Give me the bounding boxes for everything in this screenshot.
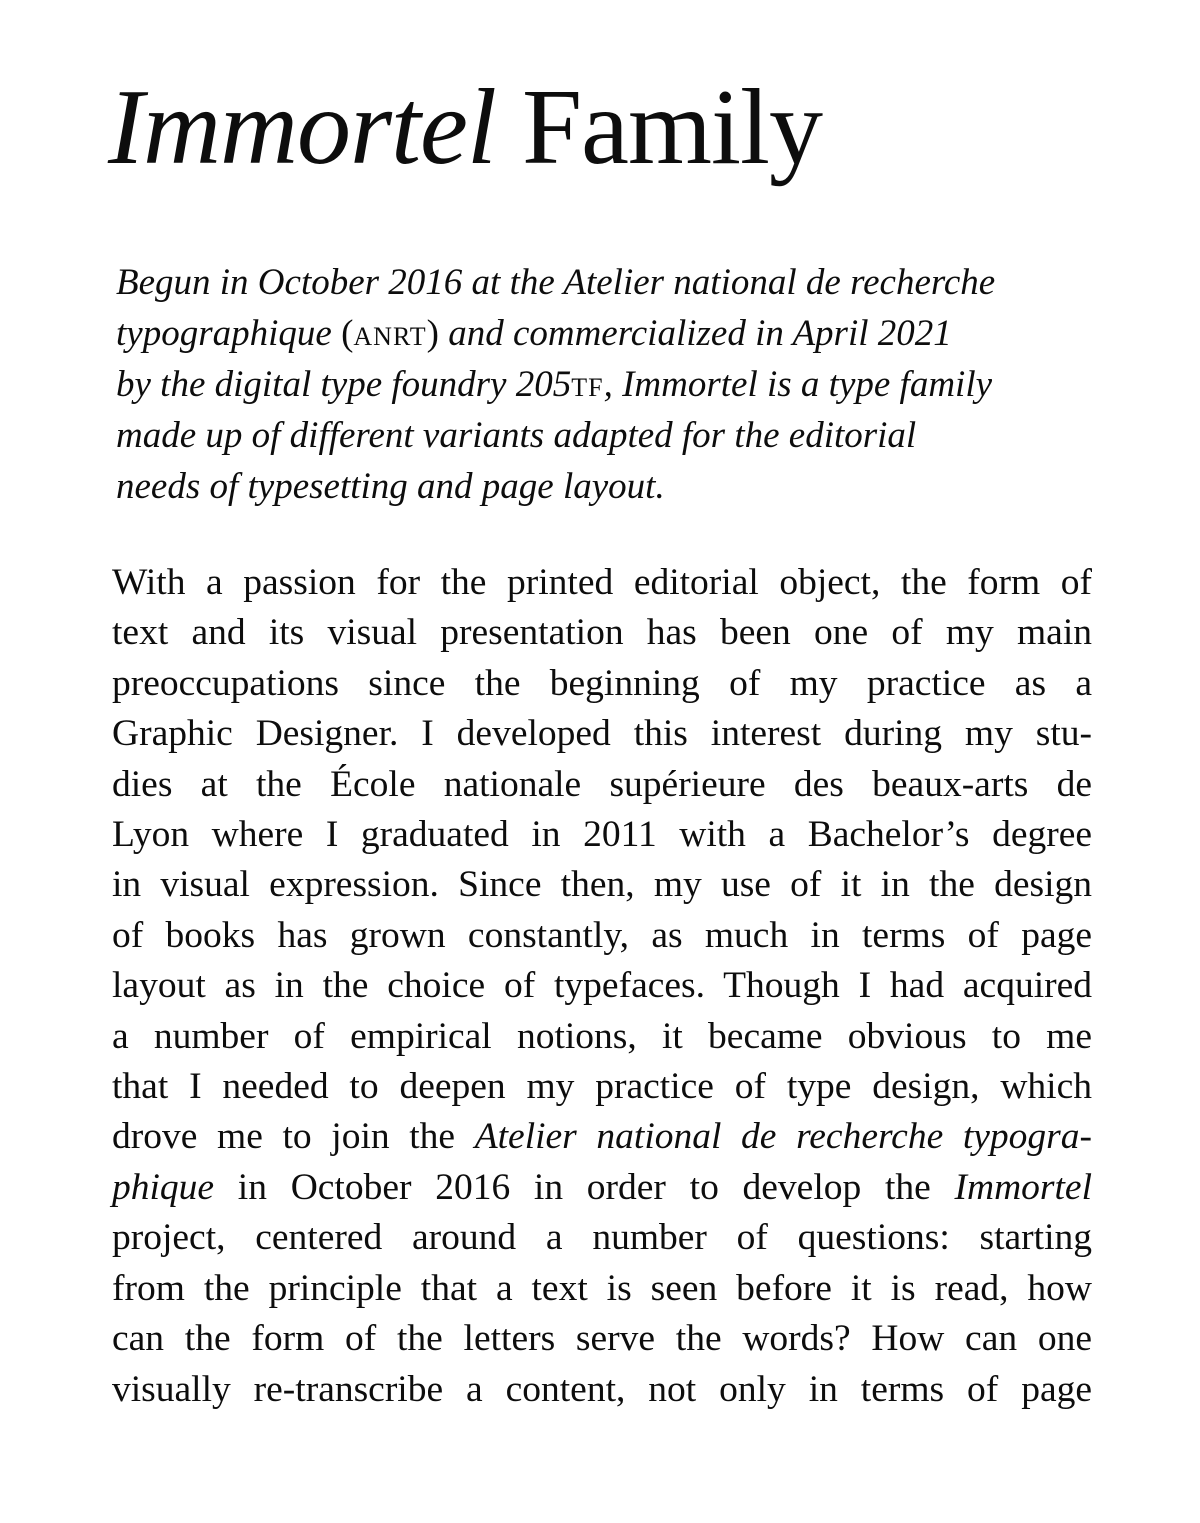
body-text: from the principle that a text is seen before it is read, how (112, 1267, 1092, 1309)
body-line (112, 1012, 1092, 1062)
body-line (112, 1314, 1092, 1364)
intro-line (116, 359, 1106, 410)
intro-line (116, 308, 1106, 359)
body-line (112, 1365, 1092, 1415)
body-text: visually re-transcribe a content, not only in terms of page (112, 1368, 1092, 1410)
body-line (112, 608, 1092, 658)
intro-paragraph (116, 257, 1106, 512)
intro-text: is a type family (757, 364, 993, 405)
intro-acronym: anrt (353, 313, 427, 354)
body-line (112, 1062, 1092, 1112)
body-italic-text: Immortel (954, 1166, 1092, 1208)
body-text: Lyon where I graduated in 2011 with a Bachelor’s degree (112, 814, 1092, 856)
body-text: preoccupations since the beginning of my practice as a (112, 662, 1092, 704)
body-text: With a passion for the printed editorial object, the form of (112, 562, 1092, 603)
body-line (112, 1213, 1092, 1263)
title-italic-word: Immortel (108, 68, 496, 187)
intro-text: needs of typesetting and page layout. (116, 466, 665, 507)
body-text: that I needed to deepen my practice of type design, which (112, 1066, 1092, 1108)
body-text: layout as in the choice of typefaces. Though I had acquired (112, 965, 1092, 1007)
intro-text: and commercialized in April 2021 (438, 313, 952, 354)
body-text: in visual expression. Since then, my use of it in the design (112, 864, 1092, 906)
body-text: dies at the École nationale supérieure des beaux-arts de (112, 763, 1092, 805)
body-text: Graphic Designer. I developed this interest during my stu- (112, 713, 1092, 755)
body-text: drove me to join the (112, 1116, 475, 1158)
title-roman-word: Family (521, 68, 822, 187)
intro-text: ) (426, 313, 439, 354)
body-line (112, 860, 1092, 910)
body-text: text and its visual presentation has been one of my main (112, 612, 1092, 654)
intro-line (116, 257, 1106, 308)
body-text: a number of empirical notions, it became obvious to me (112, 1015, 1092, 1057)
body-paragraph (112, 558, 1092, 1415)
body-text: of books has grown constantly, as much in terms of page (112, 914, 1092, 956)
intro-text: Atelier national de recherche (563, 262, 996, 303)
intro-acronym: tf (571, 364, 604, 405)
page-title (108, 58, 822, 198)
intro-line (116, 461, 1106, 512)
body-text: project, centered around a number of questions: starting (112, 1217, 1092, 1259)
body-line (112, 810, 1092, 860)
body-line (112, 911, 1092, 961)
body-line (112, 1112, 1092, 1162)
body-line (112, 558, 1092, 608)
body-text: can the form of the letters serve the words? How can one (112, 1318, 1092, 1360)
intro-text: Begun in October 2016 at the (116, 262, 564, 303)
body-line (112, 760, 1092, 810)
intro-text: made up of different variants adapted for the editorial (116, 415, 917, 456)
body-line (112, 961, 1092, 1011)
body-line (112, 659, 1092, 709)
intro-text: by the digital type foundry 205 (116, 364, 572, 405)
body-line (112, 709, 1092, 759)
intro-line (116, 410, 1106, 461)
intro-text: , (603, 364, 623, 405)
body-italic-text: Atelier national de recherche typogra- (474, 1116, 1092, 1158)
body-line (112, 1264, 1092, 1314)
body-italic-text: phique (112, 1166, 215, 1208)
intro-text: Immortel (622, 364, 758, 405)
intro-text: ( (331, 313, 354, 354)
body-line (112, 1163, 1092, 1213)
intro-text: typographique (116, 313, 332, 354)
body-text: in October 2016 in order to develop the (214, 1166, 955, 1208)
